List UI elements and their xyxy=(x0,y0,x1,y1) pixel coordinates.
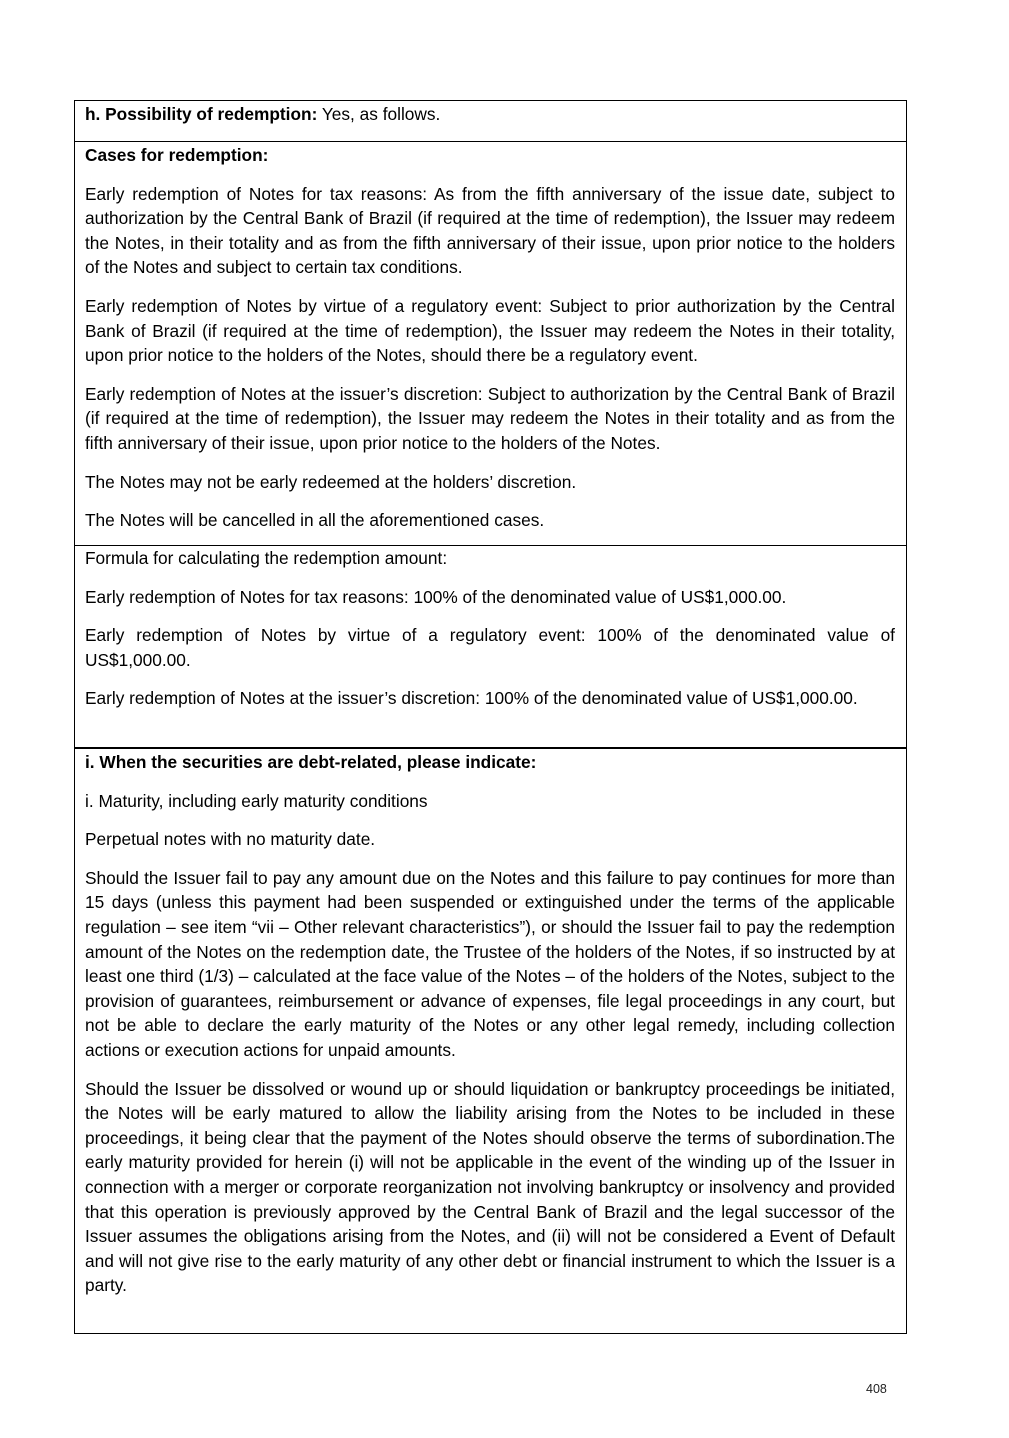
redemption-table xyxy=(74,100,907,1334)
possibility-of-redemption-label: h. Possibility of redemption: xyxy=(85,104,318,124)
maturity-paragraph: Perpetual notes with no maturity date. xyxy=(85,829,376,850)
debt-related-heading: i. When the securities are debt-related, please indicate: xyxy=(85,752,537,772)
maturity-subheading: i. Maturity, including early maturity conditions xyxy=(85,790,428,811)
formula-paragraph: Early redemption of Notes for tax reasons: 100% of the denominated value of US$1,000.00. xyxy=(85,586,787,607)
redemption-formula-cell xyxy=(75,545,906,747)
cases-paragraph: Early redemption of Notes by virtue of a regulatory event: Subject to prior authorization by the Central Bank of Brazil (if required at the time of redemption), the Issuer may redeem the Notes in their totality, upon prior notice to the holders of the Notes, should there be a regulatory event. xyxy=(85,295,895,366)
possibility-of-redemption-value: Yes, as follows. xyxy=(317,104,441,124)
cases-paragraph: The Notes may not be early redeemed at the holders’ discretion. xyxy=(85,471,577,492)
cases-heading: Cases for redemption: xyxy=(85,145,269,165)
possibility-of-redemption-line xyxy=(85,102,895,127)
maturity-paragraph: Should the Issuer fail to pay any amount due on the Notes and this failure to pay continues for more than 15 days (unless this payment had been suspended or extinguished under the terms of the applicable regulation – see item “vii – Other relevant characteristics”), or should the Issuer fail to pay the redemption amount of the Notes on the redemption date, the Trustee of the holders of the Notes, if so instructed by at least one third (1/3) – calculated at the face value of the Notes – of the holders of the Notes, subject to the provision of guarantees, reimbursement or advance of expenses, file legal proceedings in any court, but not be able to declare the early maturity of the Notes or any other legal remedy, including collection actions or execution actions for unpaid amounts. xyxy=(85,867,895,1060)
cases-paragraph: Early redemption of Notes for tax reasons: As from the fifth anniversary of the issue date, subject to authorization by the Central Bank of Brazil (if required at the time of redemption), the Issuer may redeem the Notes, in their totality and as from the fifth anniversary of their issue, upon prior notice to the holders of the Notes and subject to certain tax conditions. xyxy=(85,183,895,278)
debt-related-securities-cell xyxy=(75,747,906,1333)
formula-heading: Formula for calculating the redemption amount: xyxy=(85,548,448,568)
cases-paragraph: The Notes will be cancelled in all the aforementioned cases. xyxy=(85,510,545,531)
maturity-paragraph: Should the Issuer be dissolved or wound up or should liquidation or bankruptcy proceedings be initiated, the Notes will be early matured to allow the liability arising from the Notes to be included in these proceedings, it being clear that the payment of the Notes should observe the terms of subordination.The early maturity provided for herein (i) will not be applicable in the event of the winding up of the Issuer in connection with a merger or corporate reorganization not involving bankruptcy or insolvency and provided that this operation is previously approved by the Central Bank of Brazil and the legal successor of the Issuer assumes the obligations arising from the Notes, and (ii) will not be considered a Event of Default and will not give rise to the early maturity of any other debt or financial instrument to which the Issuer is a party. xyxy=(85,1078,895,1296)
formula-paragraph: Early redemption of Notes by virtue of a regulatory event: 100% of the denominated value of US$1,000.00. xyxy=(85,625,895,670)
page-number: 408 xyxy=(866,1382,887,1396)
formula-paragraph: Early redemption of Notes at the issuer’s discretion: 100% of the denominated value of US$1,000.00. xyxy=(85,688,858,709)
cases-for-redemption-cell xyxy=(75,141,906,545)
cases-paragraph: Early redemption of Notes at the issuer’s discretion: Subject to authorization by the Central Bank of Brazil (if required at the time of redemption), the Issuer may redeem the Notes in their totality and as from the fifth anniversary of their issue, upon prior notice to the holders of the Notes. xyxy=(85,383,895,453)
possibility-of-redemption-cell xyxy=(75,101,906,141)
